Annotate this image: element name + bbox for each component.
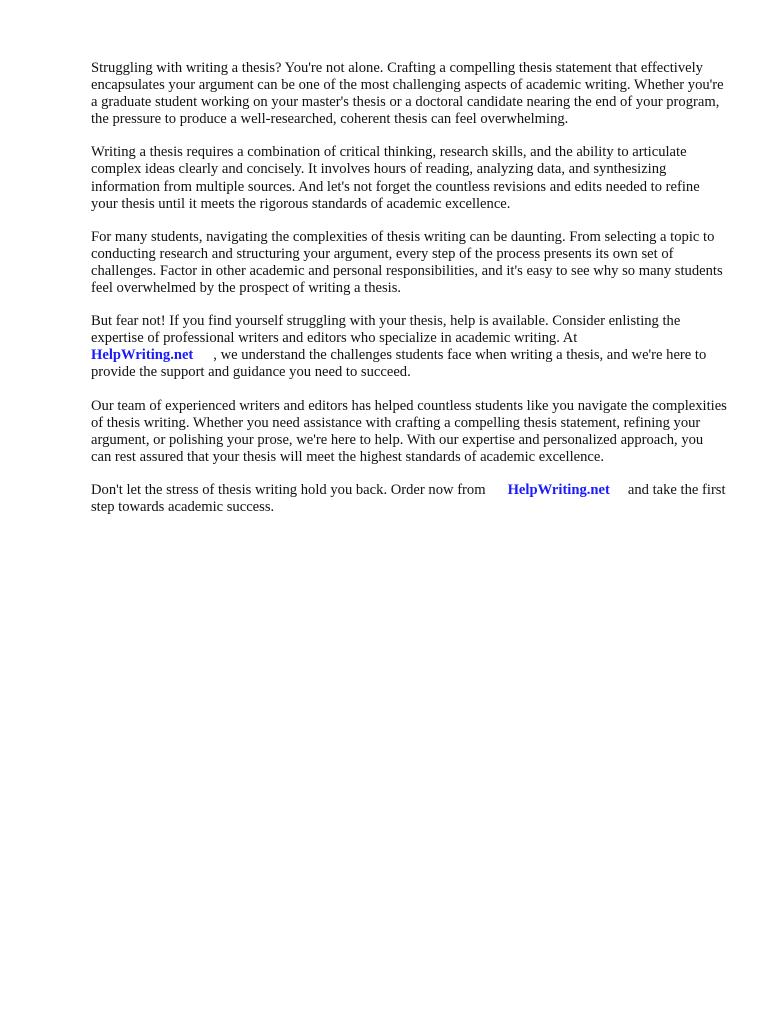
paragraph-2: Writing a thesis requires a combination of critical thinking, research skills, and the ability to articulate complex ideas clearly and concisely. It involves hours of reading, analyzing data, and synthesizing information from multiple sources. And let's not forget the countless revisions and edits needed to refine your thesis until it meets the rigorous standards of academic excellence. bbox=[91, 144, 700, 212]
paragraph-6-text-after: and take the first step towards academic success. bbox=[91, 481, 726, 515]
paragraph-4-text-after: , we understand the challenges students face when writing a thesis, and we're here to provide the support and guidance you need to succeed. bbox=[91, 347, 707, 381]
helpwriting-link-2[interactable]: HelpWriting.net bbox=[507, 481, 610, 498]
paragraph-5: Our team of experienced writers and editors has helped countless students like you navigate the complexities of thesis writing. Whether you need assistance with crafting a compelling thesis statement, refining your argument, or polishing your prose, we're here to help. With our expertise and personalized approach, you can rest assured that your thesis will meet the highest standards of academic excellence. bbox=[91, 397, 727, 465]
paragraph-4-text-before: But fear not! If you find yourself struggling with your thesis, help is available. Consider enlisting the expertise of professional writers and editors who specialize in academic writing. At bbox=[91, 313, 681, 347]
paragraph-6 bbox=[91, 482, 727, 516]
paragraph-3: For many students, navigating the complexities of thesis writing can be daunting. From selecting a topic to conducting research and structuring your argument, every step of the process presents its own set of challenges. Factor in other academic and personal responsibilities, and it's easy to see why so many students feel overwhelmed by the prospect of writing a thesis. bbox=[91, 228, 723, 297]
paragraph-1: Struggling with writing a thesis? You're not alone. Crafting a compelling thesis statement that effectively encapsulates your argument can be one of the most challenging aspects of academic writing. Whether you're a graduate student working on your master's thesis or a doctoral candidate nearing the end of your program, the pressure to produce a well-researched, coherent thesis can feel overwhelming. bbox=[91, 60, 724, 128]
helpwriting-link-1[interactable]: HelpWriting.net bbox=[91, 347, 194, 364]
paragraph-4 bbox=[91, 313, 727, 381]
paragraph-6-text-before: Don't let the stress of thesis writing hold you back. Order now from bbox=[91, 481, 486, 498]
document-body bbox=[91, 60, 727, 532]
